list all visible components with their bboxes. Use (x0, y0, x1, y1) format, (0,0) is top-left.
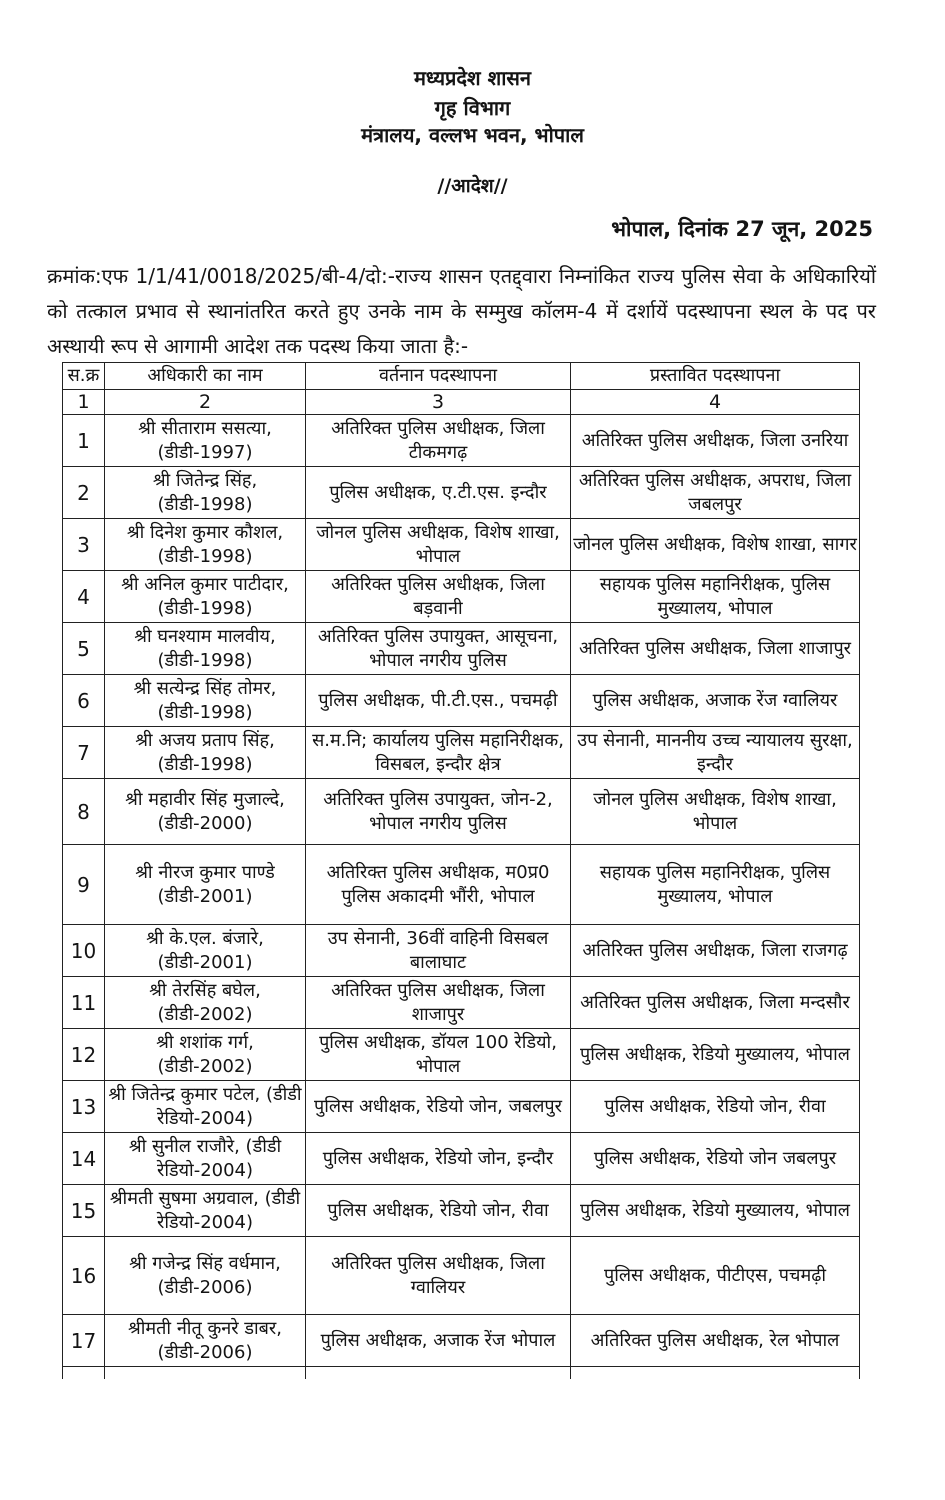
table-row (63, 1237, 860, 1315)
cell-proposed-posting: पुलिस अधीक्षक, अजाक रेंज ग्वालियर (571, 675, 860, 727)
col-header-sno: स.क्र (63, 363, 105, 390)
cell-sno: 7 (63, 727, 105, 779)
cell-sno: 11 (63, 977, 105, 1029)
table-row (63, 845, 860, 925)
cell-proposed-posting: पुलिस अधीक्षक, रेडियो मुख्यालय, भोपाल (571, 1029, 860, 1081)
cell-officer-name: श्री तेरसिंह बघेल, (डीडी-2002) (105, 977, 306, 1029)
cell-officer-name: श्री अजय प्रताप सिंह, (डीडी-1998) (105, 727, 306, 779)
col-number: 1 (63, 390, 105, 415)
order-heading: //आदेश// (437, 175, 508, 197)
transfer-table (62, 362, 860, 1379)
cell-officer-name: श्री महावीर सिंह मुजाल्दे, (डीडी-2000) (105, 779, 306, 845)
cell-current-posting: अतिरिक्त पुलिस अधीक्षक, जिला बड़वानी (306, 571, 571, 623)
cell-sno: 10 (63, 925, 105, 977)
cell-proposed-posting: पुलिस अधीक्षक, रेडियो मुख्यालय, भोपाल (571, 1185, 860, 1237)
order-paragraph: क्रमांक:एफ 1/1/41/0018/2025/बी-4/दो:-राज्य शासन एतद्द्वारा निम्नांकित राज्य पुलिस सेवा के अधिकारियों को तत्काल प्रभाव से स्थानांतरित करते हुए उनके नाम के सम्मुख कॉलम-4 में दर्शायें पदस्थापना स्थल के पद पर अस्थायी रूप से आगामी आदेश तक पदस्थ किया जाता है:- (47, 264, 876, 358)
cell-current-posting: जोनल पुलिस अधीक्षक, विशेष शाखा, भोपाल (306, 519, 571, 571)
cell-proposed-posting: सहायक पुलिस महानिरीक्षक, पुलिस मुख्यालय, भोपाल (571, 571, 860, 623)
table-row (63, 415, 860, 467)
table-row (63, 1081, 860, 1133)
cell-current-posting: स.म.नि; कार्यालय पुलिस महानिरीक्षक, विसबल, इन्दौर क्षेत्र (306, 727, 571, 779)
column-number-row (63, 390, 860, 415)
table-row (63, 1185, 860, 1237)
cell-sno: 14 (63, 1133, 105, 1185)
cell-officer-name: श्री सुनील राजौरे, (डीडी रेडियो-2004) (105, 1133, 306, 1185)
place-and-date: भोपाल, दिनांक 27 जून, 2025 (611, 217, 873, 241)
cell-proposed-posting: पुलिस अधीक्षक, रेडियो जोन जबलपुर (571, 1133, 860, 1185)
cell-sno: 9 (63, 845, 105, 925)
table-row (63, 519, 860, 571)
cell-officer-name: श्री शशांक गर्ग, (डीडी-2002) (105, 1029, 306, 1081)
cell-officer-name: श्री नीरज कुमार पाण्डे (डीडी-2001) (105, 845, 306, 925)
cell-current-posting: अतिरिक्त पुलिस अधीक्षक, म0प्र0 पुलिस अकादमी भौंरी, भोपाल (306, 845, 571, 925)
cell-officer-name: श्री जितेन्द्र कुमार पटेल, (डीडी रेडियो-2004) (105, 1081, 306, 1133)
cell-proposed-posting: अतिरिक्त पुलिस अधीक्षक, जिला शाजापुर (571, 623, 860, 675)
table-row (63, 571, 860, 623)
cell-proposed-posting: उप सेनानी, माननीय उच्च न्यायालय सुरक्षा, इन्दौर (571, 727, 860, 779)
cell-current-posting: पुलिस अधीक्षक, ए.टी.एस. इन्दौर (306, 467, 571, 519)
cell-officer-name: श्री सीताराम ससत्या, (डीडी-1997) (105, 415, 306, 467)
cell-current-posting: पुलिस अधीक्षक, रेडियो जोन, रीवा (306, 1185, 571, 1237)
cell-sno: 2 (63, 467, 105, 519)
cell-sno: 13 (63, 1081, 105, 1133)
cell-sno: 15 (63, 1185, 105, 1237)
cell-officer-name: श्रीमती नीतू कुनरे डाबर, (डीडी-2006) (105, 1315, 306, 1367)
table-body (63, 415, 860, 1380)
cell-current-posting: उप सेनानी, 36वीं वाहिनी विसबल बालाघाट (306, 925, 571, 977)
table-row (63, 727, 860, 779)
table-row (63, 675, 860, 727)
cell-proposed-posting: पुलिस अधीक्षक, पीटीएस, पचमढ़ी (571, 1237, 860, 1315)
col-header-current-posting: वर्तनान पदस्थापना (306, 363, 571, 390)
table-header-row (63, 363, 860, 390)
col-number: 3 (306, 390, 571, 415)
cell-officer-name: श्री दिनेश कुमार कौशल, (डीडी-1998) (105, 519, 306, 571)
cell-current-posting: अतिरिक्त पुलिस उपायुक्त, आसूचना, भोपाल नगरीय पुलिस (306, 623, 571, 675)
cell-sno: 16 (63, 1237, 105, 1315)
table-row (63, 779, 860, 845)
cell-sno: 6 (63, 675, 105, 727)
table-row (63, 467, 860, 519)
table-row (63, 925, 860, 977)
cell-sno: 5 (63, 623, 105, 675)
cell-current-posting: अतिरिक्त पुलिस अधीक्षक, जिला शाजापुर (306, 977, 571, 1029)
cell-proposed-posting: अतिरिक्त पुलिस अधीक्षक, जिला मन्दसौर (571, 977, 860, 1029)
continuation-cell (571, 1367, 860, 1380)
continuation-cell (105, 1367, 306, 1380)
table-row (63, 623, 860, 675)
cell-proposed-posting: जोनल पुलिस अधीक्षक, विशेष शाखा, भोपाल (571, 779, 860, 845)
col-number: 4 (571, 390, 860, 415)
col-number: 2 (105, 390, 306, 415)
cell-sno: 3 (63, 519, 105, 571)
cell-current-posting: अतिरिक्त पुलिस उपायुक्त, जोन-2, भोपाल नगरीय पुलिस (306, 779, 571, 845)
cell-officer-name: श्री सत्येन्द्र सिंह तोमर, (डीडी-1998) (105, 675, 306, 727)
cell-sno: 1 (63, 415, 105, 467)
cell-proposed-posting: अतिरिक्त पुलिस अधीक्षक, जिला उनरिया (571, 415, 860, 467)
col-header-name: अधिकारी का नाम (105, 363, 306, 390)
table-row (63, 1029, 860, 1081)
cell-current-posting: पुलिस अधीक्षक, रेडियो जोन, इन्दौर (306, 1133, 571, 1185)
cell-proposed-posting: सहायक पुलिस महानिरीक्षक, पुलिस मुख्यालय, भोपाल (571, 845, 860, 925)
department-name: गृह विभाग (434, 96, 511, 120)
cell-officer-name: श्रीमती सुषमा अग्रवाल, (डीडी रेडियो-2004) (105, 1185, 306, 1237)
table-row (63, 977, 860, 1029)
cell-current-posting: पुलिस अधीक्षक, रेडियो जोन, जबलपुर (306, 1081, 571, 1133)
cell-sno: 17 (63, 1315, 105, 1367)
cell-current-posting: अतिरिक्त पुलिस अधीक्षक, जिला ग्वालियर (306, 1237, 571, 1315)
cell-officer-name: श्री अनिल कुमार पाटीदार, (डीडी-1998) (105, 571, 306, 623)
table-row (63, 1133, 860, 1185)
cell-proposed-posting: अतिरिक्त पुलिस अधीक्षक, अपराध, जिला जबलपुर (571, 467, 860, 519)
government-name: मध्यप्रदेश शासन (413, 66, 532, 90)
cell-current-posting: अतिरिक्त पुलिस अधीक्षक, जिला टीकमगढ़ (306, 415, 571, 467)
cell-sno: 4 (63, 571, 105, 623)
cell-current-posting: पुलिस अधीक्षक, डॉयल 100 रेडियो, भोपाल (306, 1029, 571, 1081)
cell-officer-name: श्री जितेन्द्र सिंह, (डीडी-1998) (105, 467, 306, 519)
cell-current-posting: पुलिस अधीक्षक, अजाक रेंज भोपाल (306, 1315, 571, 1367)
cell-officer-name: श्री के.एल. बंजारे, (डीडी-2001) (105, 925, 306, 977)
cell-proposed-posting: जोनल पुलिस अधीक्षक, विशेष शाखा, सागर (571, 519, 860, 571)
cell-sno: 12 (63, 1029, 105, 1081)
continuation-cell (306, 1367, 571, 1380)
cell-officer-name: श्री गजेन्द्र सिंह वर्धमान, (डीडी-2006) (105, 1237, 306, 1315)
col-header-proposed-posting: प्रस्तावित पदस्थापना (571, 363, 860, 390)
cell-officer-name: श्री घनश्याम मालवीय, (डीडी-1998) (105, 623, 306, 675)
continuation-cell (63, 1367, 105, 1380)
table-row (63, 1315, 860, 1367)
cell-sno: 8 (63, 779, 105, 845)
cell-proposed-posting: अतिरिक्त पुलिस अधीक्षक, रेल भोपाल (571, 1315, 860, 1367)
table-continuation (63, 1367, 860, 1380)
cell-proposed-posting: पुलिस अधीक्षक, रेडियो जोन, रीवा (571, 1081, 860, 1133)
cell-proposed-posting: अतिरिक्त पुलिस अधीक्षक, जिला राजगढ़ (571, 925, 860, 977)
cell-current-posting: पुलिस अधीक्षक, पी.टी.एस., पचमढ़ी (306, 675, 571, 727)
office-address: मंत्रालय, वल्लभ भवन, भोपाल (361, 123, 584, 147)
